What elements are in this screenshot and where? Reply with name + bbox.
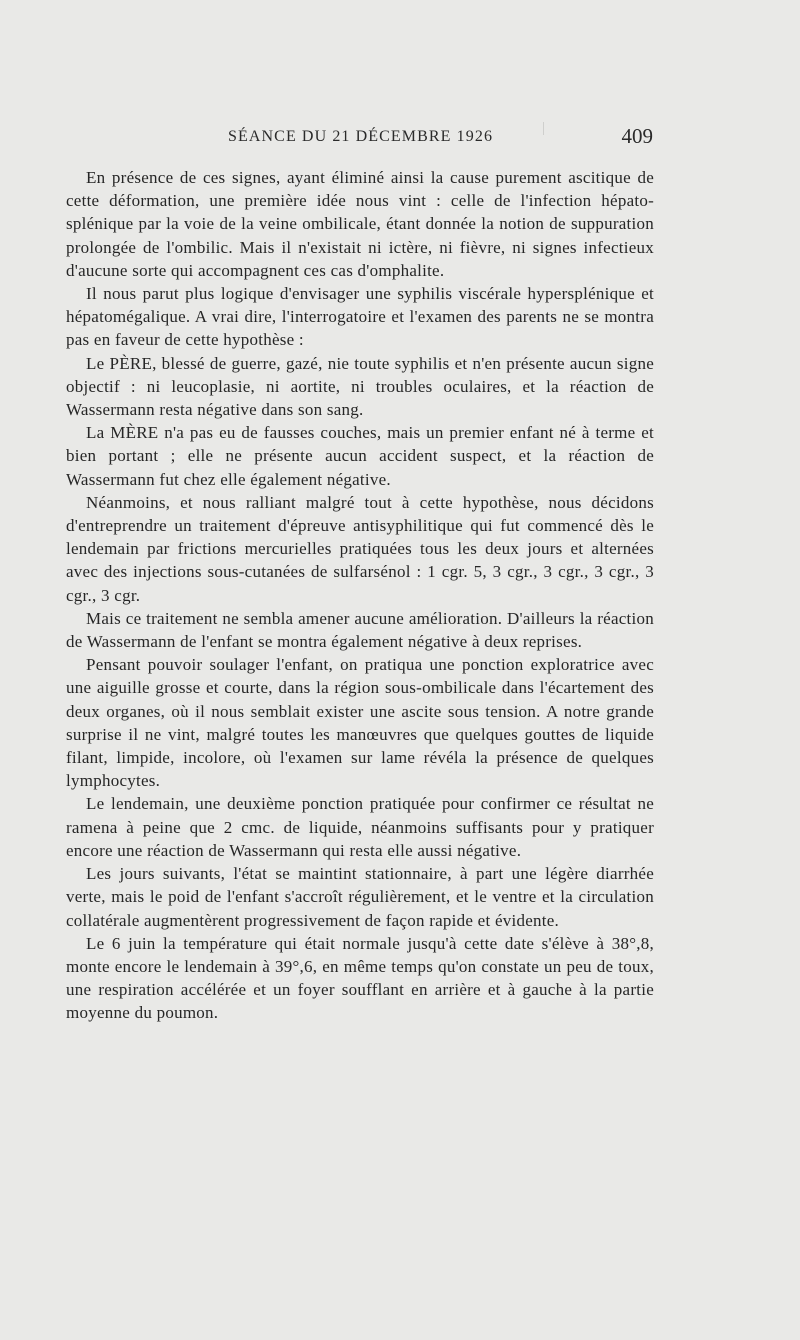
paragraph: Pensant pouvoir soulager l'enfant, on pratiqua une ponction exploratrice avec une aiguille grosse et courte, dans la région sous-ombilicale dans l'écartement des deux organes, où il nous semblait exister une ascite sous tension. A notre grande surprise il ne vint, malgré toutes les manœuvres que quelques gouttes de liquide filant, limpide, incolore, où l'examen sur lame révéla la présence de quelques lymphocytes. [66, 655, 654, 791]
page-number: 409 [621, 124, 653, 148]
paragraph: Le 6 juin la température qui était normale jusqu'à cette date s'élève à 38°,8, monte encore le lendemain à 39°,6, en même temps qu'on constate un peu de toux, une respiration accélérée et un foyer soufflant en arrière et à gauche à la partie moyenne du poumon. [66, 933, 654, 1023]
paragraph: En présence de ces signes, ayant éliminé ainsi la cause purement ascitique de cette déformation, une première idée nous vint : celle de l'infection hépato-splénique par la voie de la veine ombilicale, étant donnée la notion de suppuration prolongée de l'ombilic. Mais il n'existait ni ictère, ni fièvre, ni signes infectieux d'aucune sorte qui accompagnent ces cas d'omphalite. [66, 168, 654, 280]
paragraph: Le lendemain, une deuxième ponction pratiquée pour confirmer ce résultat ne ramena à peine que 2 cmc. de liquide, néanmoins suffisants pour y pratiquer encore une réaction de Wassermann qui resta elle aussi négative. [66, 794, 654, 860]
paragraph: La MÈRE n'a pas eu de fausses couches, mais un premier enfant né à terme et bien portant ; elle ne présente aucun accident suspect, et la réaction de Wassermann fut chez elle également négative. [66, 423, 654, 489]
paragraph: Les jours suivants, l'état se maintint stationnaire, à part une légère diarrhée verte, mais le poid de l'enfant s'accroît régulièrement, et le ventre et la circulation collatérale augmentèrent progressivement de façon rapide et évidente. [66, 864, 654, 930]
paragraph: Néanmoins, et nous ralliant malgré tout à cette hypothèse, nous décidons d'entreprendre un traitement d'épreuve antisyphilitique qui fut commencé dès le lendemain par frictions mercurielles pratiquées tous les deux jours et alternées avec des injections sous-cutanées de sulfarsénol : 1 cgr. 5, 3 cgr., 3 cgr., 3 cgr., 3 cgr., 3 cgr. [66, 492, 654, 605]
paragraph: Le PÈRE, blessé de guerre, gazé, nie toute syphilis et n'en présente aucun signe objectif : ni leucoplasie, ni aortite, ni troubles oculaires, et la réaction de Wassermann resta négative dans son sang. [66, 353, 654, 420]
paragraph: Mais ce traitement ne sembla amener aucune amélioration. D'ailleurs la réaction de Wassermann de l'enfant se montra également négative à deux reprises. [66, 608, 654, 652]
running-title: SÉANCE DU 21 DÉCEMBRE 1926 [228, 128, 494, 145]
paragraph: Il nous parut plus logique d'envisager une syphilis viscérale hypersplénique et hépatomégalique. A vrai dire, l'interrogatoire et l'examen des parents ne se montra pas en faveur de cette hypothèse : [66, 284, 654, 350]
page-header [228, 124, 653, 160]
body-text [66, 166, 654, 1025]
